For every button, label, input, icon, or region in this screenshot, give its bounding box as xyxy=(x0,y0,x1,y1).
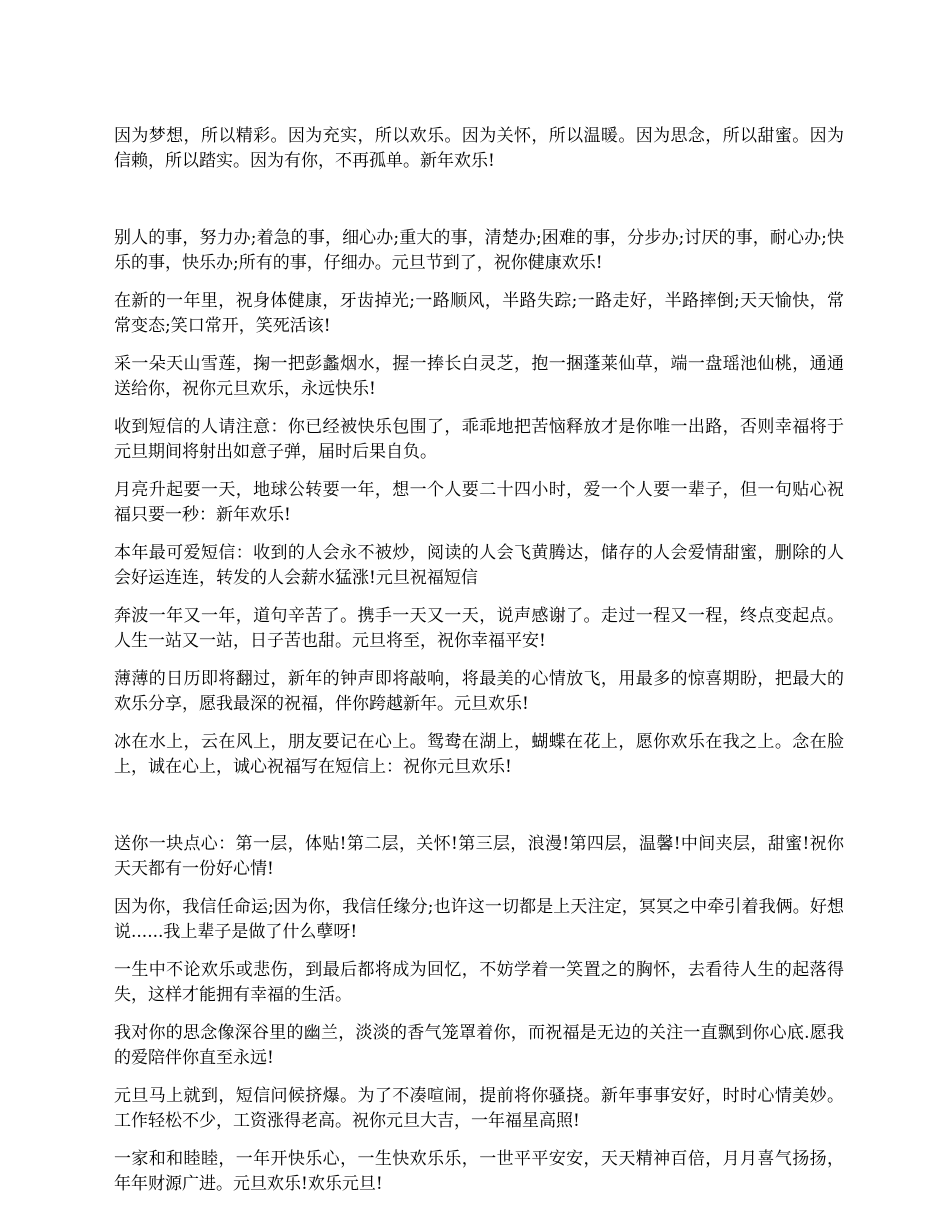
document-body xyxy=(114,124,844,1210)
paragraph: 在新的一年里，祝身体健康，牙齿掉光;一路顺风，半路失踪;一路走好，半路摔倒;天天愉快，常常变态;笑口常开，笑死活该! xyxy=(114,291,844,336)
paragraph: 采一朵天山雪莲，掬一把彭蠡烟水，握一捧长白灵芝，抱一捆蓬莱仙草，端一盘瑶池仙桃，通通送给你，祝你元旦欢乐，永远快乐! xyxy=(114,354,844,399)
paragraph: 一生中不论欢乐或悲伤，到最后都将成为回忆，不妨学着一笑置之的胸怀，去看待人生的起落得失，这样才能拥有幸福的生活。 xyxy=(114,960,844,1005)
paragraph: 送你一块点心：第一层，体贴!第二层，关怀!第三层，浪漫!第四层，温馨!中间夹层，甜蜜!祝你天天都有一份好心情! xyxy=(114,834,844,879)
paragraph: 冰在水上，云在风上，朋友要记在心上。鸳鸯在湖上，蝴蝶在花上，愿你欢乐在我之上。念在脸上，诚在心上，诚心祝福写在短信上：祝你元旦欢乐! xyxy=(114,732,844,777)
paragraph: 一家和和睦睦，一年开快乐心，一生快欢乐乐，一世平平安安，天天精神百倍，月月喜气扬扬，年年财源广进。元旦欢乐!欢乐元旦! xyxy=(114,1149,844,1194)
paragraph: 薄薄的日历即将翻过，新年的钟声即将敲响，将最美的心情放飞，用最多的惊喜期盼，把最大的欢乐分享，愿我最深的祝福，伴你跨越新年。元旦欢乐! xyxy=(114,669,844,714)
paragraph: 收到短信的人请注意：你已经被快乐包围了，乖乖地把苦恼释放才是你唯一出路，否则幸福将于元旦期间将射出如意子弹，届时后果自负。 xyxy=(114,417,844,462)
paragraph: 别人的事，努力办;着急的事，细心办;重大的事，清楚办;困难的事，分步办;讨厌的事，耐心办;快乐的事，快乐办;所有的事，仔细办。元旦节到了，祝你健康欢乐! xyxy=(114,228,844,273)
paragraph: 因为梦想，所以精彩。因为充实，所以欢乐。因为关怀，所以温暖。因为思念，所以甜蜜。因为信赖，所以踏实。因为有你，不再孤单。新年欢乐! xyxy=(114,126,844,171)
paragraph: 本年最可爱短信：收到的人会永不被炒，阅读的人会飞黄腾达，储存的人会爱情甜蜜，删除的人会好运连连，转发的人会薪水猛涨!元旦祝福短信 xyxy=(114,543,844,588)
paragraph: 月亮升起要一天，地球公转要一年，想一个人要二十四小时，爱一个人要一辈子，但一句贴心祝福只要一秒：新年欢乐! xyxy=(114,480,844,525)
paragraph: 因为你，我信任命运;因为你，我信任缘分;也许这一切都是上天注定，冥冥之中牵引着我俩。好想说......我上辈子是做了什么孽呀! xyxy=(114,897,844,942)
paragraph: 元旦马上就到，短信问候挤爆。为了不凑喧闹，提前将你骚挠。新年事事安好，时时心情美妙。工作轻松不少，工资涨得老高。祝你元旦大吉，一年福星高照! xyxy=(114,1086,844,1131)
paragraph: 我对你的思念像深谷里的幽兰，淡淡的香气笼罩着你，而祝福是无边的关注一直飘到你心底.愿我的爱陪伴你直至永远! xyxy=(114,1023,844,1068)
paragraph: 奔波一年又一年，道句辛苦了。携手一天又一天，说声感谢了。走过一程又一程，终点变起点。人生一站又一站，日子苦也甜。元旦将至，祝你幸福平安! xyxy=(114,606,844,651)
